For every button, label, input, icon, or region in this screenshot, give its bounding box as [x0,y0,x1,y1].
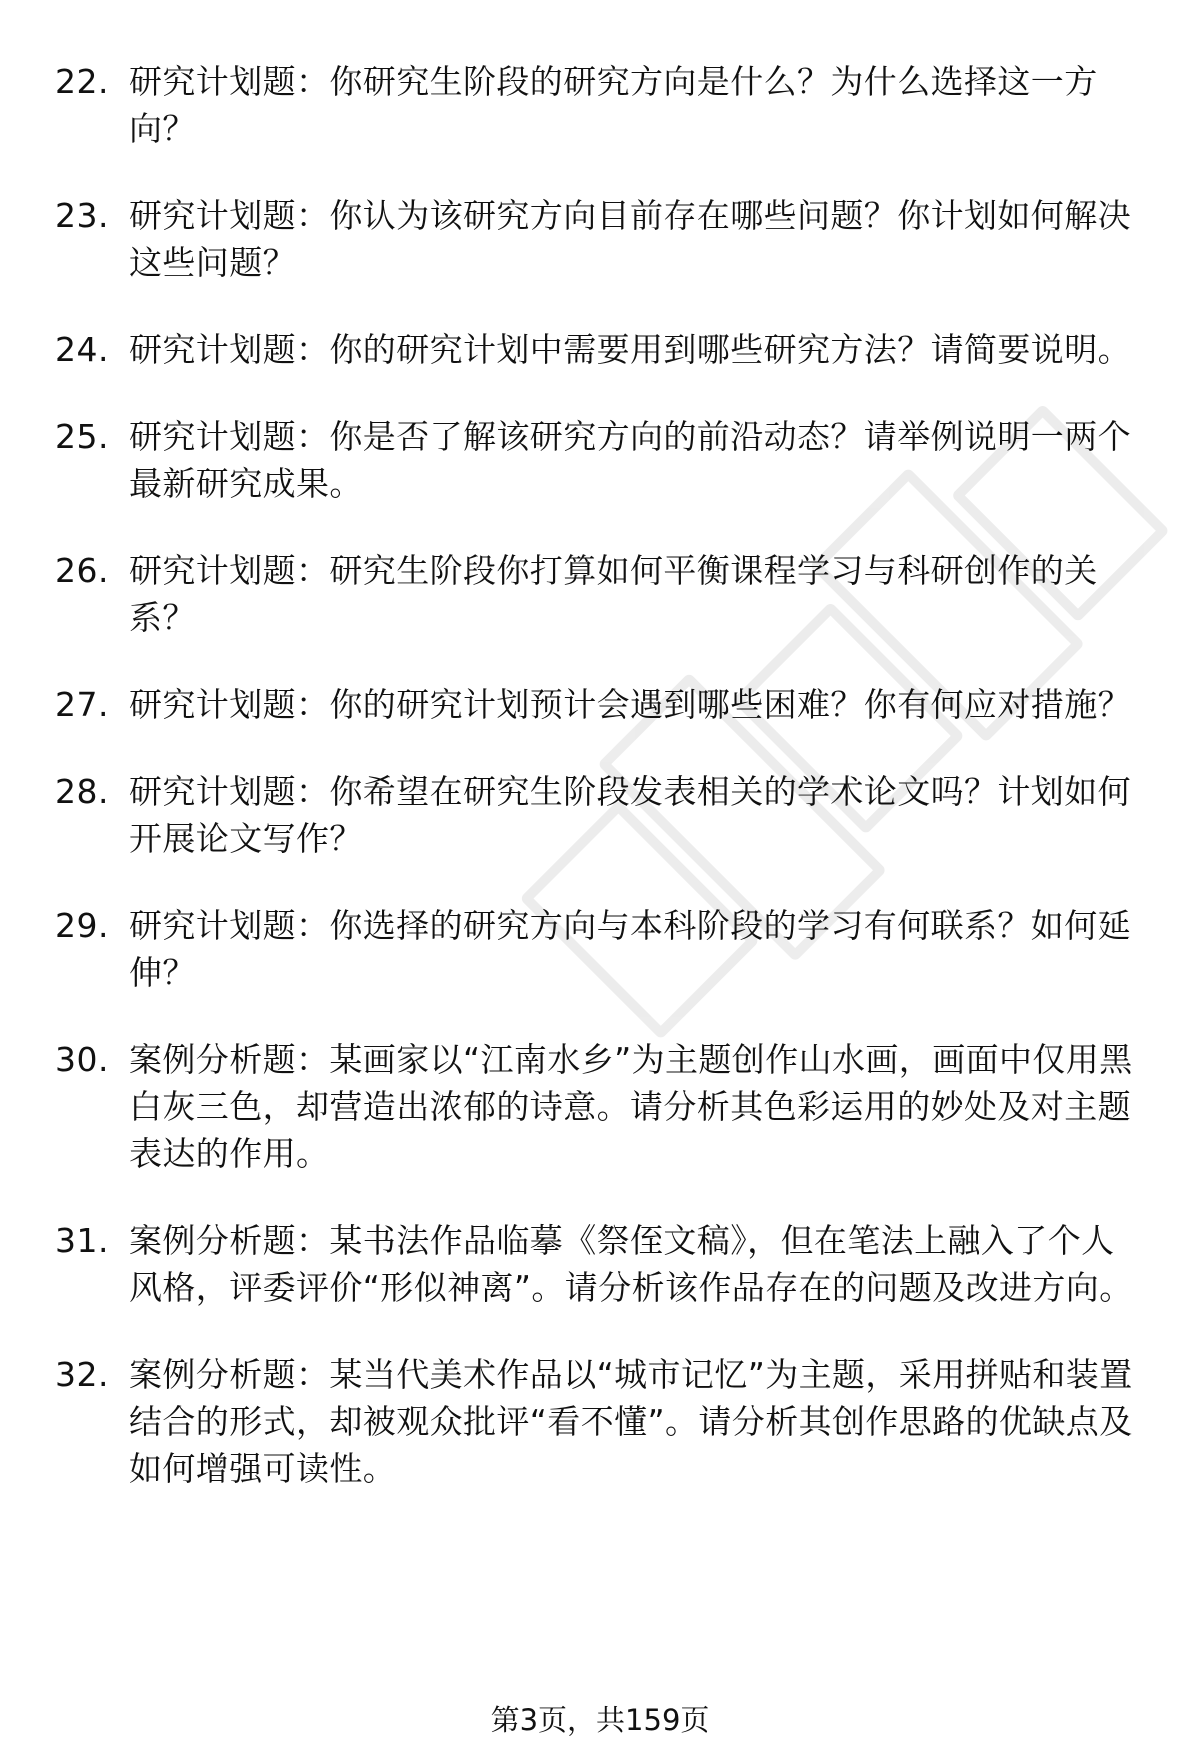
question-text: 研究计划题：研究生阶段你打算如何平衡课程学习与科研创作的关系？ [129,551,1098,637]
question-item [55,681,1145,728]
question-item [55,413,1145,507]
question-item [55,902,1145,996]
question-item [55,1351,1145,1492]
question-text: 案例分析题：某书法作品临摹《祭侄文稿》，但在笔法上融入了个人风格，评委评价“形似神离”。请分析该作品存在的问题及改进方向。 [129,1221,1133,1307]
question-number: 25. [55,417,109,456]
question-item [55,768,1145,862]
page-footer [0,1700,1200,1740]
question-text: 案例分析题：某当代美术作品以“城市记忆”为主题，采用拼贴和装置结合的形式，却被观众批评“看不懂”。请分析其创作思路的优缺点及如何增强可读性。 [129,1355,1133,1488]
question-number: 31. [55,1221,109,1260]
question-item [55,192,1145,286]
question-number: 30. [55,1040,109,1079]
question-text: 研究计划题：你认为该研究方向目前存在哪些问题？你计划如何解决这些问题？ [129,196,1131,282]
question-number: 27. [55,685,109,724]
question-number: 23. [55,196,109,235]
question-number: 22. [55,62,109,101]
question-text: 研究计划题：你希望在研究生阶段发表相关的学术论文吗？计划如何开展论文写作？ [129,772,1131,858]
question-text: 案例分析题：某画家以“江南水乡”为主题创作山水画，画面中仅用黑白灰三色，却营造出浓郁的诗意。请分析其色彩运用的妙处及对主题表达的作用。 [129,1040,1133,1173]
question-item [55,1217,1145,1311]
question-text: 研究计划题：你是否了解该研究方向的前沿动态？请举例说明一两个最新研究成果。 [129,417,1131,503]
question-number: 24. [55,330,109,369]
question-text: 研究计划题：你研究生阶段的研究方向是什么？为什么选择这一方向？ [129,62,1098,148]
question-number: 28. [55,772,109,811]
question-number: 26. [55,551,109,590]
question-text: 研究计划题：你的研究计划中需要用到哪些研究方法？请简要说明。 [129,330,1131,369]
question-text: 研究计划题：你的研究计划预计会遇到哪些困难？你有何应对措施？ [129,685,1131,724]
question-item [55,58,1145,152]
question-item [55,547,1145,641]
question-number: 32. [55,1355,109,1394]
question-item [55,1036,1145,1177]
question-item [55,326,1145,373]
question-text: 研究计划题：你选择的研究方向与本科阶段的学习有何联系？如何延伸？ [129,906,1131,992]
question-list [55,58,1145,1532]
question-number: 29. [55,906,109,945]
page-number-label: 第3页，共159页 [490,1703,710,1737]
